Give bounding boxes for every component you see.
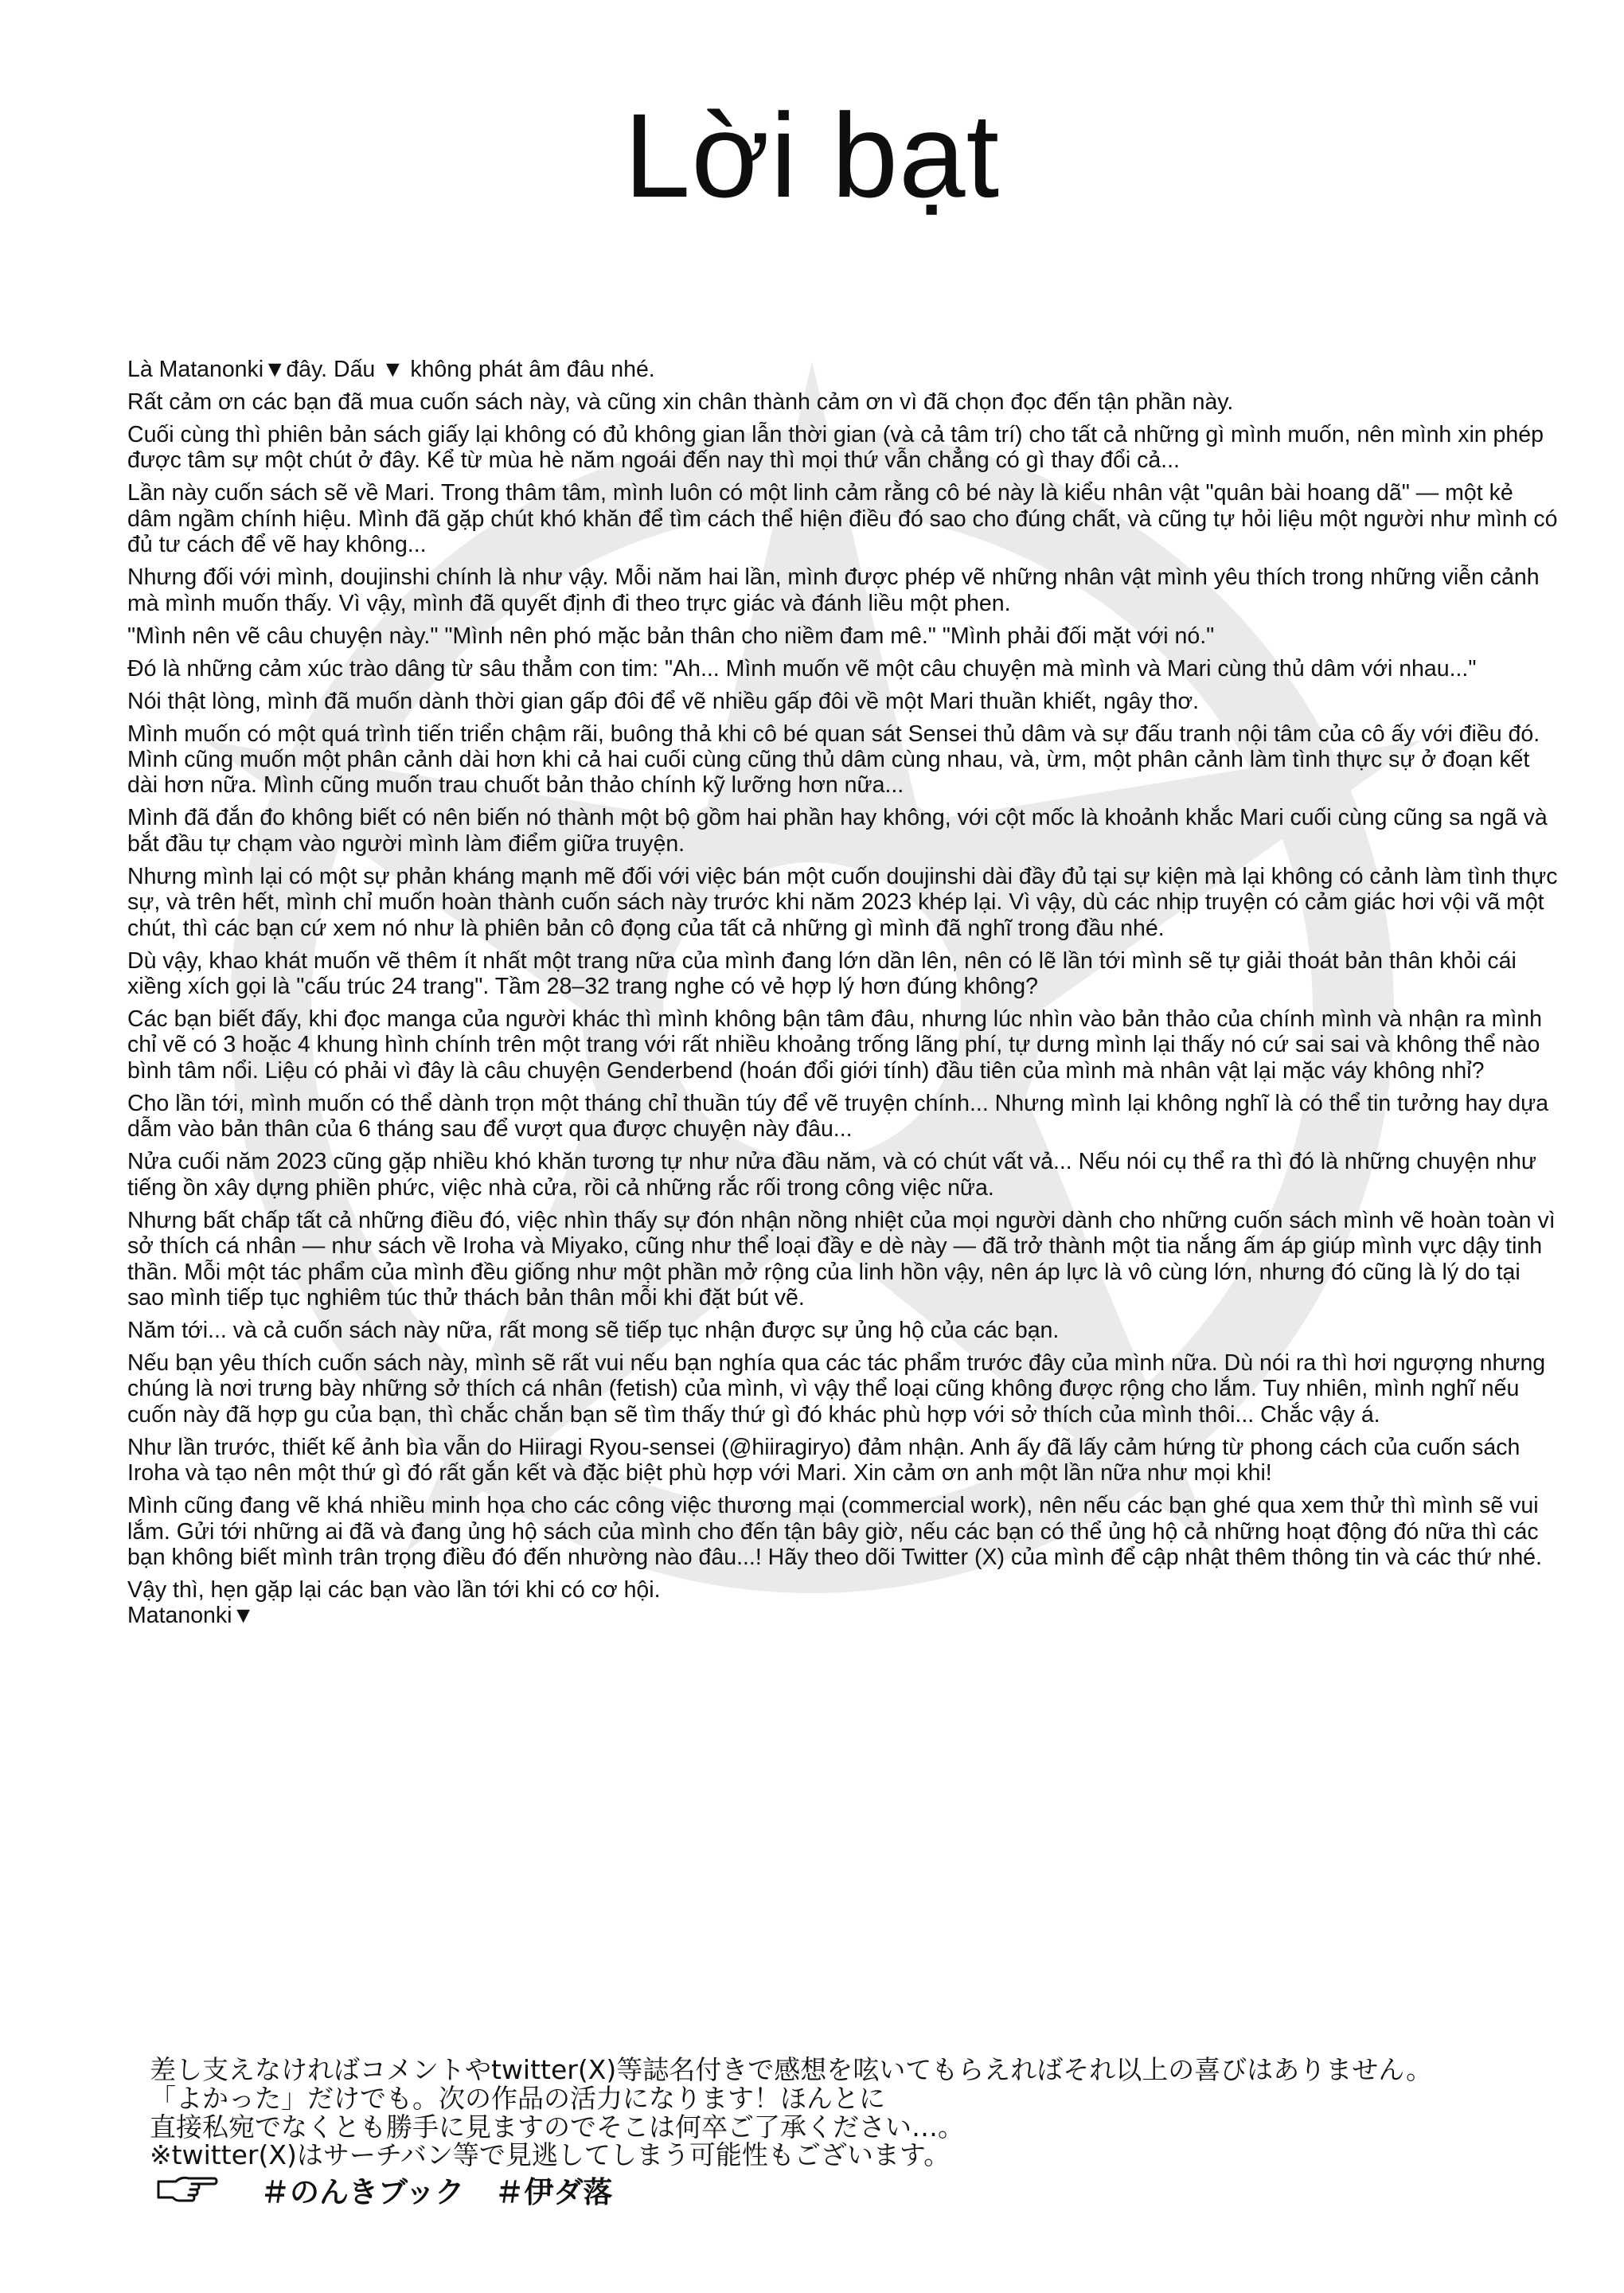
paragraph: Năm tới... và cả cuốn sách này nữa, rất mong sẽ tiếp tục nhận được sự ủng hộ của các bạn. bbox=[127, 1317, 1060, 1343]
paragraph: Nhưng đối với mình, doujinshi chính là như vậy. Mỗi năm hai lần, mình được phép vẽ những nhân vật mình yêu thích trong những viễn cảnh mà mình muốn thấy. Vì vậy, mình đã quyết định đi theo trực giác và đánh liều một phen. bbox=[127, 564, 1540, 616]
paragraph: Mình muốn có một quá trình tiến triển chậm rãi, buông thả khi cô bé quan sát Sensei thủ dâm và sự đấu tranh nội tâm của cô ấy với điều đó. Mình cũng muốn một phân cảnh dài hơn khi cả hai cuối cùng cũng thủ dâm cùng nhau, và, ừm, một phân cảnh làm tình thực sự ở đoạn kết dài hơn nữa. Mình cũng muốn trau chuốt bản thảo chính kỹ lưỡng hơn nữa... bbox=[127, 721, 1540, 799]
paragraph: Là Matanonki▼đây. Dấu ▼ không phát âm đâu nhé. bbox=[127, 357, 655, 382]
paragraph: "Mình nên vẽ câu chuyện này." "Mình nên phó mặc bản thân cho niềm đam mê." "Mình phải đối mặt với nó." bbox=[127, 623, 1215, 649]
pointing-hand-icon bbox=[155, 2174, 219, 2205]
note-line: 差し支えなければコメントやtwitter(X)等誌名付きで感想を呟いてもらえればそれ以上の喜びはありません。 bbox=[150, 2054, 1433, 2085]
paragraph: Nửa cuối năm 2023 cũng gặp nhiều khó khăn tương tự như nửa đầu năm, và có chút vất vả... Nếu nói cụ thể ra thì đó là những chuyện như tiếng ồn xây dựng phiền phức, việc nhà cửa, rồi cả những rắc rối trong công việc nữa. bbox=[127, 1149, 1536, 1201]
note-line: 直接私宛でなくとも勝手に見ますのでそこは何卒ご了承ください…。 bbox=[150, 2111, 964, 2143]
page-title: Lời bạt bbox=[623, 88, 1001, 222]
paragraph: Lần này cuốn sách sẽ về Mari. Trong thâm tâm, mình luôn có một linh cảm rằng cô bé này là kiểu nhân vật "quân bài hoang dã" — một kẻ dâm ngầm chính hiệu. Mình đã gặp chút khó khăn để tìm cách thể hiện điều đó sao cho đúng chất, và cũng tự hỏi liệu một người như mình có đủ tư cách để vẽ hay không... bbox=[127, 480, 1558, 558]
paragraph: Đó là những cảm xúc trào dâng từ sâu thẳm con tim: "Ah... Mình muốn vẽ một câu chuyện mà mình và Mari cùng thủ dâm với nhau..." bbox=[127, 655, 1477, 682]
hashtag: ＃伊ダ落 bbox=[494, 2175, 613, 2209]
paragraph: Nhưng mình lại có một sự phản kháng mạnh mẽ đối với việc bán một cuốn doujinshi dài đầy đủ tại sự kiện mà lại không có cảnh làm tình thực sự, và trên hết, mình chỉ muốn hoàn thành cuốn sách này trước khi năm 2023 khép lại. Vì vậy, dù các nhịp truyện có cảm giác hơi vội vã một chút, thì các bạn cứ xem nó như là phiên bản cô đọng của tất cả những gì mình đã nghĩ trong đầu nhé. bbox=[127, 863, 1558, 941]
afterword-body bbox=[127, 357, 1560, 1629]
paragraph: Dù vậy, khao khát muốn vẽ thêm ít nhất một trang nữa của mình đang lớn dần lên, nên có lẽ lần tới mình sẽ tự giải thoát bản thân khỏi cái xiềng xích gọi là "cấu trúc 24 trang". Tầm 28–32 trang nghe có vẻ hợp lý hơn đúng không? bbox=[127, 947, 1517, 1000]
japanese-note bbox=[150, 2056, 1519, 2170]
hashtag: ＃のんきブック bbox=[260, 2175, 465, 2209]
closing-line: Vậy thì, hẹn gặp lại các bạn vào lần tới khi có cơ hội. bbox=[127, 1576, 661, 1603]
hashtag-row bbox=[155, 2172, 642, 2207]
signature: Matanonki▼ bbox=[127, 1603, 255, 1629]
paragraph: Các bạn biết đấy, khi đọc manga của người khác thì mình không bận tâm đâu, nhưng lúc nhìn vào bản thảo của chính mình và nhận ra mình chỉ vẽ có 3 hoặc 4 khung hình chính trên một trang với rất nhiều khoảng trống lãng phí, tự dưng mình lại thấy nó cứ sai sai và không thể nào bình tâm nổi. Liệu có phải vì đây là câu chuyện Genderbend (hoán đổi giới tính) đầu tiên của mình mà nhân vật lại mặc váy không nhỉ? bbox=[127, 1006, 1542, 1084]
paragraph: Mình cũng đang vẽ khá nhiều minh họa cho các công việc thương mại (commercial work), nên nếu các bạn ghé qua xem thử thì mình sẽ vui lắm. Gửi tới những ai đã và đang ủng hộ sách của mình cho đến tận bây giờ, nếu các bạn có thể ủng hộ cả những hoạt động đó nữa thì các bạn không biết mình trân trọng điều đó đến nhường nào đâu...! Hãy theo dõi Twitter (X) của mình để cập nhật thêm thông tin và các thứ nhé. bbox=[127, 1493, 1542, 1570]
paragraph: Cho lần tới, mình muốn có thể dành trọn một tháng chỉ thuần túy để vẽ truyện chính... Nhưng mình lại không nghĩ là có thể tin tưởng hay dựa dẫm vào bản thân của 6 tháng sau để vượt qua được chuyện này đâu... bbox=[127, 1090, 1549, 1143]
paragraph: Nếu bạn yêu thích cuốn sách này, mình sẽ rất vui nếu bạn nghía qua các tác phẩm trước đây của mình nữa. Dù nói ra thì hơi ngượng nhưng chúng là nơi trưng bày những sở thích cá nhân (fetish) của mình, vì vậy thể loại cũng không được rộng cho lắm. Tuy nhiên, mình nghĩ nếu cuốn này đã hợp gu của bạn, thì chắc chắn bạn sẽ tìm thấy thứ gì đó khác phù hợp với sở thích của mình thôi... Chắc vậy á. bbox=[127, 1350, 1546, 1428]
paragraph: Nhưng bất chấp tất cả những điều đó, việc nhìn thấy sự đón nhận nồng nhiệt của mọi người dành cho những cuốn sách mình vẽ hoàn toàn vì sở thích cá nhân — như sách về Iroha và Miyako, cũng như thể loại đầy e dè này — đã trở thành một tia nắng ấm áp giúp mình vực dậy tinh thần. Mỗi một tác phẩm của mình đều giống như một phần mở rộng của linh hồn vậy, nên áp lực là vô cùng lớn, nhưng đó cũng là lý do tại sao mình tiếp tục nghiêm túc thử thách bản thân mỗi khi đặt bút vẽ. bbox=[127, 1207, 1556, 1311]
paragraph: Như lần trước, thiết kế ảnh bìa vẫn do Hiiragi Ryou-sensei (@hiiragiryo) đảm nhận. Anh ấy đã lấy cảm hứng từ phong cách của cuốn sách Iroha và tạo nên một thứ gì đó rất gắn kết và đặc biệt phù hợp với Mari. Xin cảm ơn anh một lần nữa như mọi khi! bbox=[127, 1434, 1521, 1486]
note-line: 「よかった」だけでも。次の作品の活力になります！ほんとに bbox=[150, 2082, 885, 2114]
note-line: ※twitter(X)はサーチバン等で見逃してしまう可能性もございます。 bbox=[150, 2139, 951, 2171]
paragraph: Nói thật lòng, mình đã muốn dành thời gian gấp đôi để vẽ nhiều gấp đôi về một Mari thuần khiết, ngây thơ. bbox=[127, 688, 1200, 714]
paragraph: Cuối cùng thì phiên bản sách giấy lại không có đủ không gian lẫn thời gian (và cả tâm trí) cho tất cả những gì mình muốn, nên mình xin phép được tâm sự một chút ở đây. Kể từ mùa hè năm ngoái đến nay thì mọi thứ vẫn chẳng có gì thay đổi cả... bbox=[127, 422, 1544, 474]
paragraph: Rất cảm ơn các bạn đã mua cuốn sách này, và cũng xin chân thành cảm ơn vì đã chọn đọc đến tận phần này. bbox=[127, 389, 1234, 415]
paragraph: Mình đã đắn đo không biết có nên biến nó thành một bộ gồm hai phần hay không, với cột mốc là khoảnh khắc Mari cuối cùng cũng sa ngã và bắt đầu tự chạm vào người mình làm điểm giữa truyện. bbox=[127, 805, 1548, 857]
